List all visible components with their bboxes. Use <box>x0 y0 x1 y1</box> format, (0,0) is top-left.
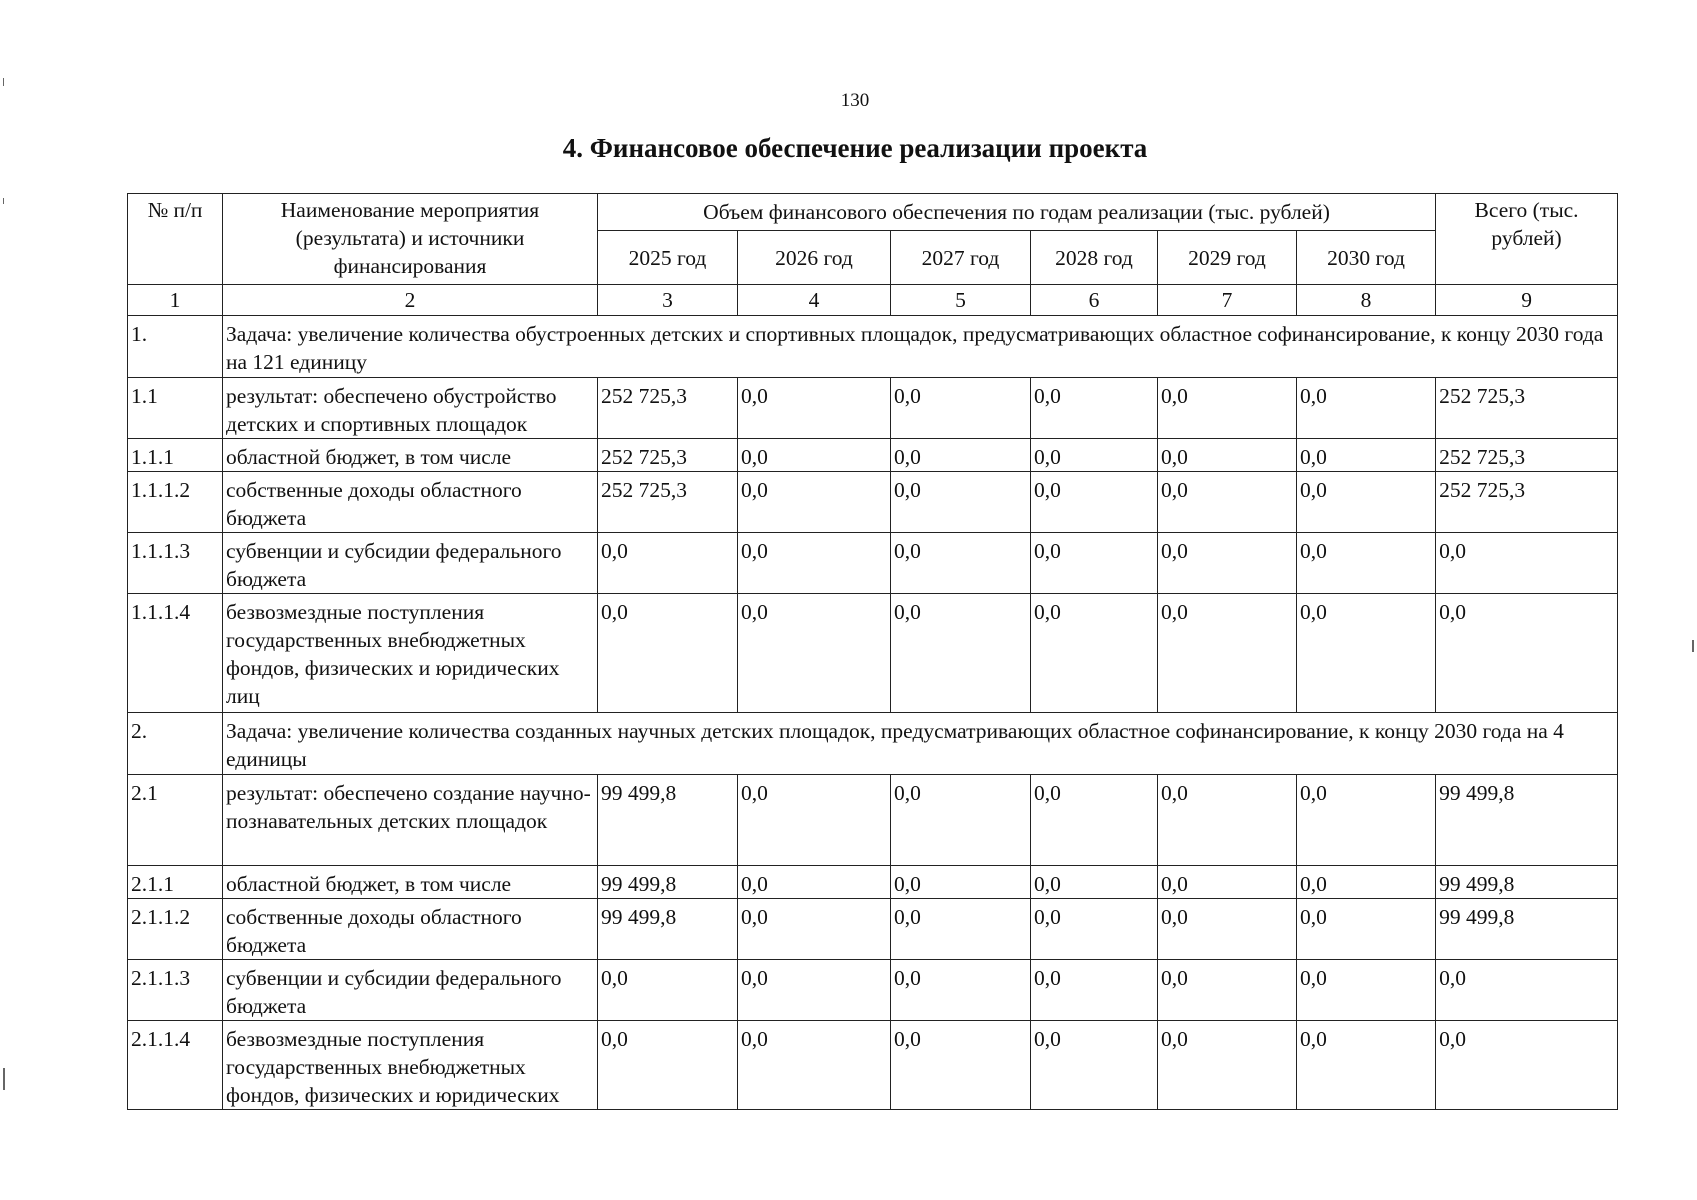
task-description: Задача: увеличение количества обустроенных детских и спортивных площадок, предусматривающих областное софинансирование, к концу 2030 года на 121 единицу <box>223 316 1618 378</box>
row-number: 1.1.1.2 <box>128 472 223 533</box>
year-value: 0,0 <box>1297 378 1436 439</box>
year-value: 0,0 <box>1158 960 1297 1021</box>
column-number: 6 <box>1031 285 1158 316</box>
year-value: 0,0 <box>738 775 891 866</box>
year-value: 0,0 <box>891 378 1031 439</box>
year-value: 252 725,3 <box>598 439 738 472</box>
table-row <box>128 594 1618 713</box>
total-value: 99 499,8 <box>1436 775 1618 866</box>
measure-name: областной бюджет, в том числе <box>223 439 598 472</box>
table-row <box>128 899 1618 960</box>
measure-name: областной бюджет, в том числе <box>223 866 598 899</box>
row-number: 2.1.1.3 <box>128 960 223 1021</box>
year-value: 0,0 <box>738 594 891 713</box>
scan-edge-mark <box>1692 640 1694 652</box>
year-value: 0,0 <box>891 866 1031 899</box>
year-value: 0,0 <box>738 533 891 594</box>
year-value: 0,0 <box>598 594 738 713</box>
year-value: 0,0 <box>738 1021 891 1110</box>
year-value: 0,0 <box>1158 472 1297 533</box>
year-value: 0,0 <box>1031 378 1158 439</box>
year-value: 0,0 <box>1031 533 1158 594</box>
row-number: 1. <box>128 316 223 378</box>
total-value: 0,0 <box>1436 1021 1618 1110</box>
year-value: 0,0 <box>1158 533 1297 594</box>
task-row <box>128 316 1618 378</box>
row-number: 2.1.1.2 <box>128 899 223 960</box>
scan-edge-mark <box>3 78 4 86</box>
row-number: 1.1 <box>128 378 223 439</box>
total-value: 0,0 <box>1436 960 1618 1021</box>
year-value: 0,0 <box>891 533 1031 594</box>
year-value: 0,0 <box>1297 960 1436 1021</box>
table-row <box>128 960 1618 1021</box>
row-number: 1.1.1.4 <box>128 594 223 713</box>
year-value: 0,0 <box>891 960 1031 1021</box>
header-year: 2028 год <box>1031 231 1158 285</box>
column-number: 5 <box>891 285 1031 316</box>
row-number: 2.1.1 <box>128 866 223 899</box>
year-value: 0,0 <box>1158 439 1297 472</box>
row-number: 1.1.1 <box>128 439 223 472</box>
year-value: 99 499,8 <box>598 899 738 960</box>
year-value: 0,0 <box>738 866 891 899</box>
total-value: 99 499,8 <box>1436 866 1618 899</box>
total-value: 0,0 <box>1436 533 1618 594</box>
financing-table <box>127 193 1618 1110</box>
measure-name: результат: обеспечено создание научно-познавательных детских площадок <box>223 775 598 866</box>
year-value: 0,0 <box>1158 378 1297 439</box>
measure-name: субвенции и субсидии федерального бюджета <box>223 533 598 594</box>
total-value: 0,0 <box>1436 594 1618 713</box>
measure-name: результат: обеспечено обустройство детских и спортивных площадок <box>223 378 598 439</box>
year-value: 0,0 <box>1031 594 1158 713</box>
column-number-row <box>128 285 1618 316</box>
total-value: 252 725,3 <box>1436 472 1618 533</box>
measure-name: субвенции и субсидии федерального бюджета <box>223 960 598 1021</box>
year-value: 0,0 <box>1031 775 1158 866</box>
header-name: Наименование мероприятия (результата) и источники финансирования <box>223 194 598 285</box>
year-value: 0,0 <box>1031 1021 1158 1110</box>
year-value: 0,0 <box>1031 960 1158 1021</box>
year-value: 99 499,8 <box>598 775 738 866</box>
row-number: 2. <box>128 713 223 775</box>
year-value: 252 725,3 <box>598 472 738 533</box>
column-number: 8 <box>1297 285 1436 316</box>
column-number: 9 <box>1436 285 1618 316</box>
row-number: 2.1.1.4 <box>128 1021 223 1110</box>
total-value: 252 725,3 <box>1436 439 1618 472</box>
row-number: 2.1 <box>128 775 223 866</box>
column-number: 4 <box>738 285 891 316</box>
year-value: 0,0 <box>1158 594 1297 713</box>
year-value: 0,0 <box>891 899 1031 960</box>
year-value: 0,0 <box>1297 899 1436 960</box>
year-value: 0,0 <box>738 439 891 472</box>
scan-edge-mark <box>3 1068 5 1090</box>
measure-name: собственные доходы областного бюджета <box>223 472 598 533</box>
header-year: 2026 год <box>738 231 891 285</box>
year-value: 99 499,8 <box>598 866 738 899</box>
year-value: 0,0 <box>738 378 891 439</box>
year-value: 0,0 <box>1297 472 1436 533</box>
year-value: 0,0 <box>1158 866 1297 899</box>
table-row <box>128 775 1618 866</box>
column-number: 3 <box>598 285 738 316</box>
header-year: 2030 год <box>1297 231 1436 285</box>
year-value: 0,0 <box>1297 1021 1436 1110</box>
year-value: 0,0 <box>1297 439 1436 472</box>
year-value: 0,0 <box>1031 439 1158 472</box>
year-value: 0,0 <box>891 472 1031 533</box>
table-row <box>128 1021 1618 1110</box>
year-value: 0,0 <box>598 533 738 594</box>
year-value: 0,0 <box>598 1021 738 1110</box>
column-number: 7 <box>1158 285 1297 316</box>
column-number: 1 <box>128 285 223 316</box>
header-year: 2027 год <box>891 231 1031 285</box>
total-value: 99 499,8 <box>1436 899 1618 960</box>
document-title: 4. Финансовое обеспечение реализации проекта <box>562 133 1148 163</box>
year-value: 0,0 <box>598 960 738 1021</box>
year-value: 0,0 <box>1031 866 1158 899</box>
year-value: 0,0 <box>1031 472 1158 533</box>
row-number: 1.1.1.3 <box>128 533 223 594</box>
year-value: 0,0 <box>738 472 891 533</box>
measure-name: безвозмездные поступления государственных внебюджетных фондов, физических и юридических лиц <box>223 594 598 713</box>
year-value: 0,0 <box>1158 899 1297 960</box>
year-value: 0,0 <box>891 439 1031 472</box>
year-value: 0,0 <box>738 899 891 960</box>
year-value: 0,0 <box>1158 1021 1297 1110</box>
measure-name: безвозмездные поступления государственных внебюджетных фондов, физических и юридических <box>223 1021 598 1110</box>
year-value: 0,0 <box>738 960 891 1021</box>
header-years-group: Объем финансового обеспечения по годам реализации (тыс. рублей) <box>598 194 1436 231</box>
header-total: Всего (тыс. рублей) <box>1436 194 1618 285</box>
year-value: 0,0 <box>891 775 1031 866</box>
year-value: 252 725,3 <box>598 378 738 439</box>
table-row <box>128 439 1618 472</box>
year-value: 0,0 <box>891 594 1031 713</box>
page-number: 130 <box>840 90 870 111</box>
year-value: 0,0 <box>1297 866 1436 899</box>
measure-name: собственные доходы областного бюджета <box>223 899 598 960</box>
year-value: 0,0 <box>1158 775 1297 866</box>
task-row <box>128 713 1618 775</box>
header-year: 2029 год <box>1158 231 1297 285</box>
year-value: 0,0 <box>1297 594 1436 713</box>
year-value: 0,0 <box>1297 775 1436 866</box>
scan-edge-mark <box>3 198 4 204</box>
year-value: 0,0 <box>891 1021 1031 1110</box>
column-number: 2 <box>223 285 598 316</box>
header-year: 2025 год <box>598 231 738 285</box>
task-description: Задача: увеличение количества созданных научных детских площадок, предусматривающих областное софинансирование, к концу 2030 года на 4 единицы <box>223 713 1618 775</box>
year-value: 0,0 <box>1031 899 1158 960</box>
total-value: 252 725,3 <box>1436 378 1618 439</box>
table-row <box>128 533 1618 594</box>
table-row <box>128 378 1618 439</box>
table-row <box>128 866 1618 899</box>
table-row <box>128 472 1618 533</box>
header-num: № п/п <box>128 194 223 285</box>
year-value: 0,0 <box>1297 533 1436 594</box>
